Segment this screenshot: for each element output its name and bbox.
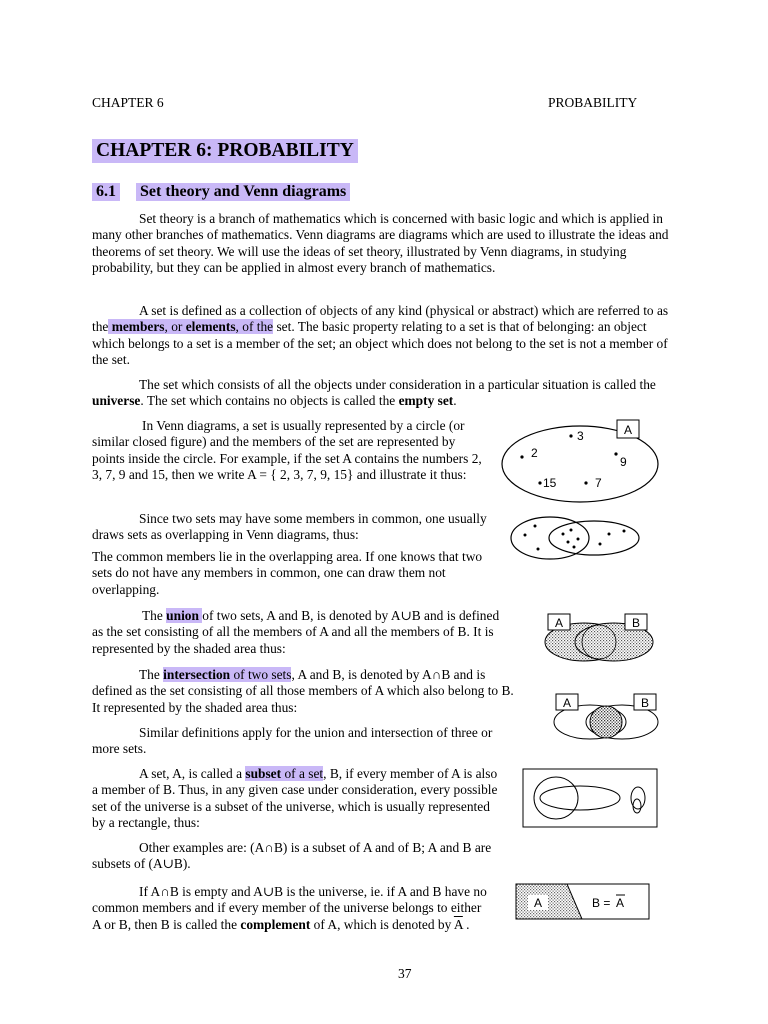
label-a: A [554, 616, 564, 630]
page-number: 37 [398, 966, 412, 981]
member-dot [573, 546, 576, 549]
member-label: 3 [577, 429, 584, 443]
text: , or [164, 319, 186, 335]
member-dot [534, 525, 537, 528]
universe-rectangle [523, 769, 657, 827]
text: . [462, 916, 470, 932]
running-header-left: CHAPTER 6 [92, 95, 164, 110]
text: . The set which contains no objects is called the [140, 393, 399, 409]
paragraph-intro: Set theory is a branch of mathematics which is concerned with basic logic and which is applied in many other branches of mathematics. Venn diagrams are diagrams which are used to illustrate the ideas and theorems of set theory. We will use the ideas of set theory, illustrated by Venn diagrams, in studying probability, but they can be applied in almost every branch of mathematics. [92, 211, 669, 275]
paragraph-set-definition [92, 303, 672, 368]
member-dot [623, 530, 626, 533]
text: set. The basic property relating to a set is that of belonging: an object which belongs to a set is a member of the set; an object which does not belong to the set is not a member of the set. [92, 319, 668, 367]
term-empty-set: empty set [398, 393, 454, 409]
member-label: 15 [543, 476, 557, 490]
member-dot [599, 543, 602, 546]
text: , of the [235, 319, 274, 335]
highlight-subset [245, 766, 323, 781]
text: A set, A, is called a [139, 766, 246, 781]
text: of two sets, A and B, is denoted by A∪B and is defined as the set consisting of all the members of A and all the members of B. It is represented by the shaded area thus: [92, 608, 500, 656]
member-dot [608, 533, 611, 536]
paragraph-three-sets: Similar definitions apply for the union and intersection of three or more sets. [92, 725, 493, 757]
text: . [453, 393, 457, 409]
section-title: Set theory and Venn diagrams [136, 183, 350, 201]
set-a-ellipse [540, 786, 620, 810]
term-complement: complement [240, 916, 311, 932]
label-b: B [640, 696, 650, 710]
label-b: B [631, 616, 641, 630]
text: of A, which is denoted by [310, 916, 454, 932]
paragraph-venn-representation: In Venn diagrams, a set is usually represented by a circle (or similar closed figure) and the members of the set are represented by points inside the circle. For example, if the set A contains the numbers 2, 3, 7, 9 and 15, then we write A = { 2, 3, 7, 9, 15} and illustrate it thus: [92, 418, 482, 482]
member-dot [614, 452, 617, 455]
venn-intersection-figure [550, 690, 662, 742]
paragraph-union [92, 608, 512, 657]
paragraph-intersection [92, 667, 522, 716]
member-dot [584, 481, 587, 484]
term-union: union [166, 608, 203, 623]
label-a: A [562, 696, 572, 710]
label-b-equals: B = [592, 896, 611, 910]
text: If A∩B is empty and A∪B is the universe, ie. if A and B have no common members and if every member of the universe belongs to either A or B, then B is called the [92, 884, 487, 932]
chapter-title: CHAPTER 6: PROBABILITY [92, 139, 358, 163]
member-dot [567, 541, 570, 544]
paragraph-examples: Other examples are: (A∩B) is a subset of A and of B; A and B are subsets of (A∪B). [92, 840, 492, 872]
member-dot [537, 548, 540, 551]
section-number: 6.1 [92, 183, 120, 201]
text: of two sets [230, 667, 292, 682]
venn-set-a-figure [500, 416, 665, 508]
text: The [142, 608, 167, 623]
text: The set which consists of all the objects under consideration in a particular situation is called the [139, 377, 656, 392]
member-dot [538, 481, 541, 484]
term-members: members [108, 319, 165, 335]
member-dot [570, 529, 573, 532]
label-a-complement: A [616, 896, 625, 910]
member-label: 9 [620, 455, 627, 469]
member-dot [524, 534, 527, 537]
term-intersection: intersection [163, 667, 231, 682]
venn-subset-figure [522, 768, 658, 828]
member-dot [520, 455, 523, 458]
term-universe: universe [92, 393, 141, 409]
member-label: 2 [531, 446, 538, 460]
intersection-shaded [590, 706, 622, 738]
member-label: 7 [595, 476, 602, 490]
member-dot [569, 434, 572, 437]
paragraph-universe [92, 377, 682, 410]
venn-overlap-figure [508, 514, 644, 562]
paragraph-complement [92, 884, 492, 933]
term-subset: subset [245, 766, 282, 781]
text: , A and B, is denoted by A∩B and is defined as the set consisting of all those members of A which also belong to B. It represented by the shaded area thus: [92, 667, 514, 715]
set-a-label: A [623, 423, 633, 437]
highlight-intersection [163, 667, 291, 682]
text: of a set [281, 766, 324, 781]
venn-union-figure [540, 610, 658, 664]
paragraph-subset [92, 766, 502, 831]
text: The [139, 667, 164, 682]
small-subset-ellipse [633, 799, 641, 813]
label-a: A [533, 896, 543, 910]
paragraph-common-members: The common members lie in the overlapping area. If one knows that two sets do not have any members in common, one can draw them not overlapping. [92, 549, 483, 597]
set-a-region [516, 884, 582, 919]
member-dot [562, 533, 565, 536]
term-elements: elements [185, 319, 236, 335]
complement-figure [515, 883, 650, 921]
text: A set is defined as a collection of objects of any kind (physical or abstract) which are referred to as the [92, 303, 669, 335]
complement-symbol: $\overline{A}$ [453, 916, 463, 932]
member-dot [577, 538, 580, 541]
set-b-ellipse [534, 777, 578, 819]
highlight-members [108, 319, 273, 334]
paragraph-overlapping: Since two sets may have some members in common, one usually draws sets as overlapping in Venn diagrams, thus: [92, 511, 487, 543]
running-header-right: PROBABILITY [548, 95, 638, 110]
text: , B, if every member of A is also a member of B. Thus, in any given case under consideration, every possible set of the universe is a subset of the universe, which is usually represented by a rectangle, thus: [92, 766, 498, 830]
set-b-ellipse [549, 521, 639, 555]
